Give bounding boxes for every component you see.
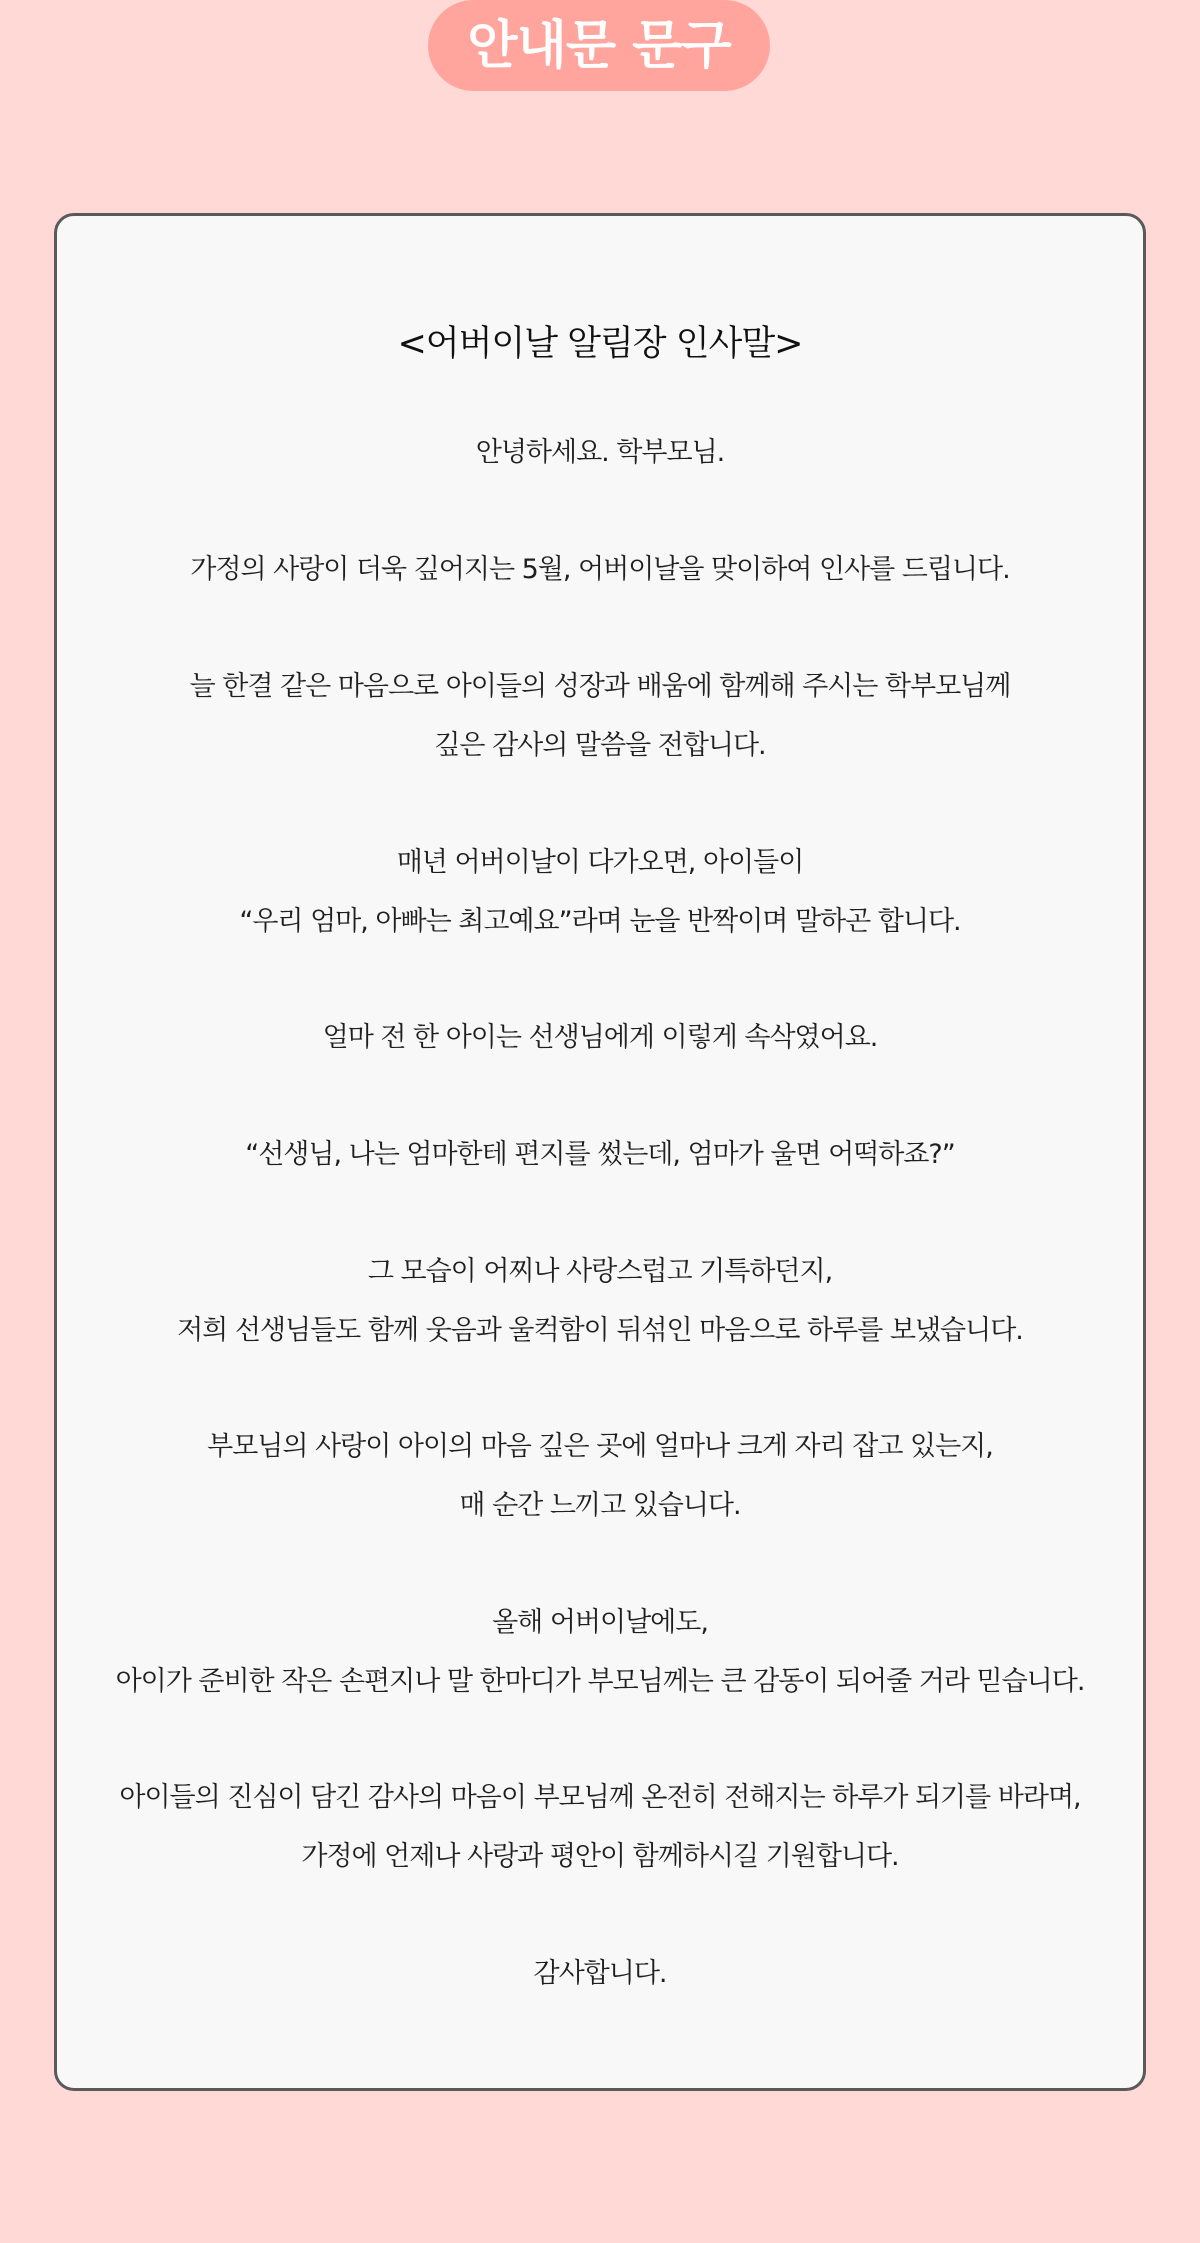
header-badge <box>428 0 770 91</box>
letter-paragraph-greeting <box>57 423 1143 482</box>
letter-card <box>54 213 1146 2091</box>
letter-paragraph-intro <box>57 540 1143 599</box>
letter-paragraph-thanks <box>57 657 1143 775</box>
letter-line: 매 순간 느끼고 있습니다. <box>459 1490 741 1521</box>
letter-line: 저희 선생님들도 함께 웃음과 울컥함이 뒤섞인 마음으로 하루를 보냈습니다. <box>177 1315 1023 1346</box>
letter-paragraph-story <box>57 1008 1143 1067</box>
letter-line: 가정의 사랑이 더욱 깊어지는 5월, 어버이날을 맞이하여 인사를 드립니다. <box>190 554 1010 585</box>
letter-paragraph-closing <box>57 1944 1143 2003</box>
letter-line: 얼마 전 한 아이는 선생님에게 이렇게 속삭였어요. <box>322 1022 878 1053</box>
letter-paragraph-love <box>57 1417 1143 1535</box>
letter-paragraph-wish <box>57 1768 1143 1886</box>
letter-paragraph-this-year <box>57 1593 1143 1711</box>
letter-line: 깊은 감사의 말씀을 전합니다. <box>434 730 766 761</box>
letter-line: “선생님, 나는 엄마한테 편지를 썼는데, 엄마가 울면 어떡하죠?” <box>245 1139 955 1170</box>
letter-line: 감사합니다. <box>533 1958 667 1989</box>
letter-line: 그 모습이 어찌나 사랑스럽고 기특하던지, <box>367 1256 833 1287</box>
letter-line: 부모님의 사랑이 아이의 마음 깊은 곳에 얼마나 크게 자리 잡고 있는지, <box>207 1431 993 1462</box>
letter-line: 늘 한결 같은 마음으로 아이들의 성장과 배움에 함께해 주시는 학부모님께 <box>189 671 1011 702</box>
letter-line: 아이가 준비한 작은 손편지나 말 한마디가 부모님께는 큰 감동이 되어줄 거라 믿습니다. <box>115 1666 1085 1697</box>
letter-title: <어버이날 알림장 인사말> <box>397 324 803 364</box>
letter-line: 올해 어버이날에도, <box>492 1607 708 1638</box>
letter-paragraph-teachers <box>57 1242 1143 1360</box>
letter-line: 가정에 언제나 사랑과 평안이 함께하시길 기원합니다. <box>301 1841 899 1872</box>
letter-line: 안녕하세요. 학부모님. <box>475 437 725 468</box>
letter-line: “우리 엄마, 아빠는 최고예요”라며 눈을 반짝이며 말하곤 합니다. <box>239 906 961 937</box>
letter-line: 아이들의 진심이 담긴 감사의 마음이 부모님께 온전히 전해지는 하루가 되기를 바라며, <box>119 1782 1081 1813</box>
letter-line: 매년 어버이날이 다가오면, 아이들이 <box>396 847 804 878</box>
letter-paragraph-children <box>57 833 1143 951</box>
letter-paragraph-quote <box>57 1125 1143 1184</box>
header-title: 안내문 문구 <box>467 15 731 76</box>
